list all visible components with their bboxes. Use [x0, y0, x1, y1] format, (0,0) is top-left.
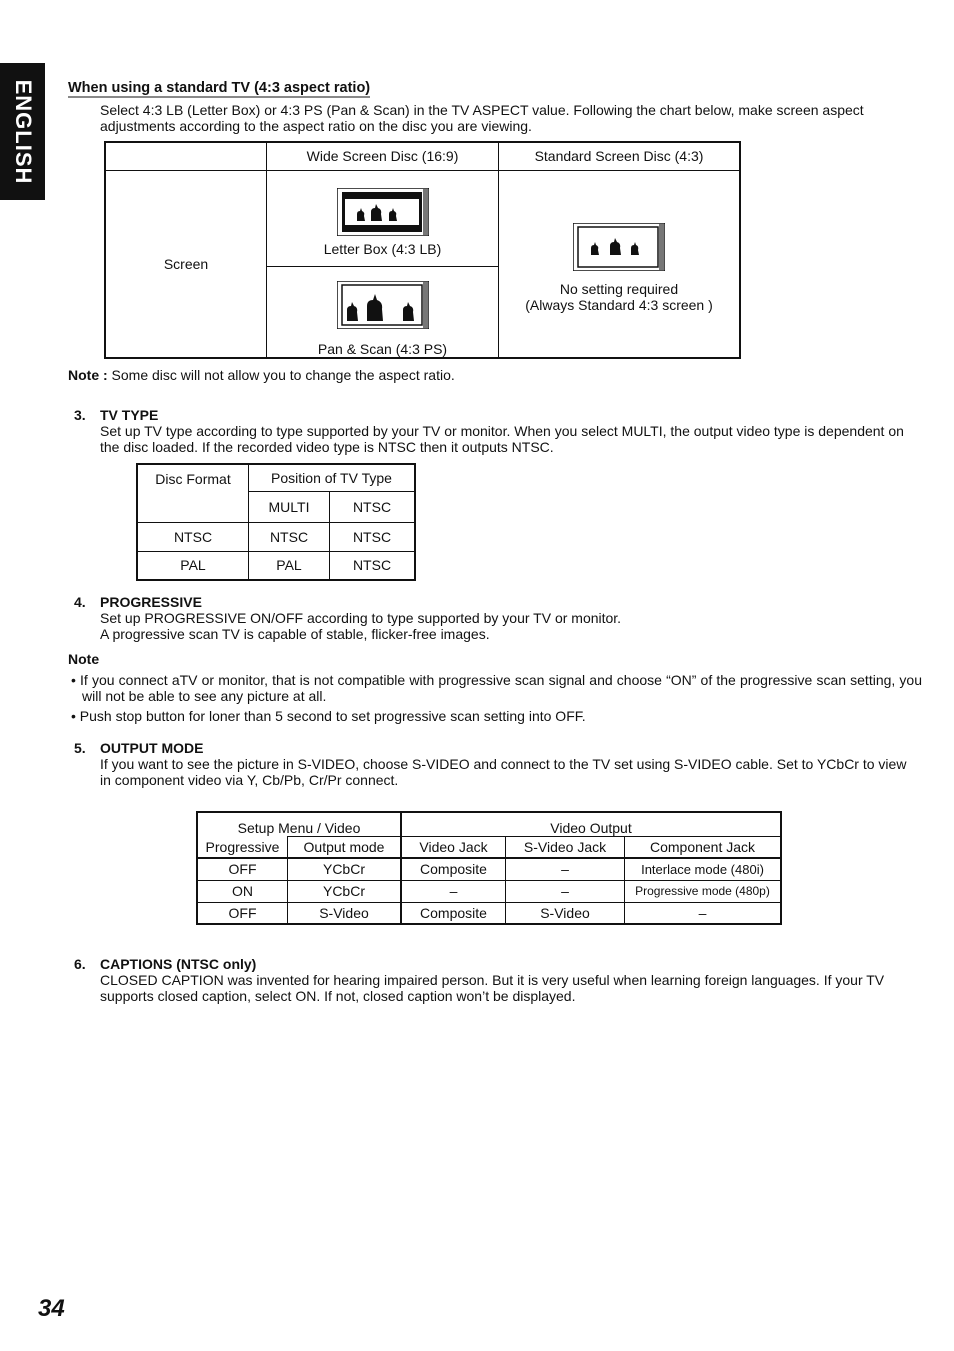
- out-table-cell: S-Video: [288, 902, 402, 924]
- aspect-table-corner: [105, 142, 267, 170]
- progressive-note-label: Note: [68, 651, 100, 667]
- aspect-note-label: Note :: [68, 367, 108, 383]
- language-tab-label: ENGLISH: [10, 79, 36, 184]
- letterbox-cell: [267, 170, 499, 266]
- tv-table-cell: NTSC: [137, 522, 249, 551]
- aspect-note: [68, 367, 455, 383]
- output-mode-title: OUTPUT MODE: [100, 740, 204, 756]
- page-number: 34: [38, 1295, 65, 1322]
- aspect-heading-text: When using a standard TV (4:3 aspect ratio): [68, 80, 371, 96]
- aspect-row-label: Screen: [105, 170, 267, 358]
- tv-table-h-ntsc: NTSC: [330, 491, 416, 522]
- tv-type-table: [136, 463, 416, 581]
- captions-number: 6.: [74, 956, 86, 972]
- out-table-h-setup: Setup Menu / Video: [197, 812, 401, 836]
- panscan-label: Pan & Scan (4:3 PS): [317, 340, 448, 357]
- aspect-intro: Select 4:3 LB (Letter Box) or 4:3 PS (Pan & Scan) in the TV ASPECT value. Following the chart below, make screen aspect adjustments according to the aspect ratio on the disc you are viewing.: [100, 102, 864, 134]
- out-table-cell: YCbCr: [288, 858, 402, 880]
- progressive-title: PROGRESSIVE: [100, 594, 202, 610]
- out-table-cell: –: [506, 880, 625, 902]
- output-mode-table: [196, 811, 782, 925]
- letterbox-tv-icon: [337, 188, 429, 236]
- tv-table-h-disc-format: Disc Format: [137, 464, 249, 522]
- tv-table-cell: PAL: [249, 551, 330, 580]
- out-table-cell: Composite: [401, 858, 506, 880]
- output-mode-number: 5.: [74, 740, 86, 756]
- standard-tv-icon: [573, 223, 665, 271]
- tv-table-cell: NTSC: [249, 522, 330, 551]
- captions-text: CLOSED CAPTION was invented for hearing impaired person. But it is very useful when learning foreign languages. If your TV supports closed caption, select ON. If not, closed caption won’t be displayed.: [100, 972, 885, 1004]
- out-table-cell: –: [401, 880, 506, 902]
- tv-type-title: TV TYPE: [100, 407, 159, 423]
- out-table-h-output-mode: Output mode: [288, 836, 402, 858]
- out-table-cell: OFF: [197, 858, 288, 880]
- tv-type-text: Set up TV type according to type supported by your TV or monitor. When you select MULTI, the output video type is dependent on the disc loaded. If the recorded video type is NTSC then it outputs NTSC.: [100, 423, 904, 455]
- tv-type-number: 3.: [74, 407, 86, 423]
- panscan-tv-icon: [337, 281, 429, 329]
- out-table-cell: S-Video: [506, 902, 625, 924]
- aspect-table: [104, 141, 741, 359]
- letterbox-label: Letter Box (4:3 LB): [323, 240, 442, 257]
- captions-title: CAPTIONS (NTSC only): [100, 956, 257, 972]
- out-table-cell: YCbCr: [288, 880, 402, 902]
- out-table-h-svideo-jack: S-Video Jack: [506, 836, 625, 858]
- standard-cell: [499, 170, 741, 358]
- progressive-bullet2: • Push stop button for loner than 5 second to set progressive scan setting into OFF.: [71, 708, 586, 724]
- out-table-cell: ON: [197, 880, 288, 902]
- no-setting-line1: No setting required: [559, 280, 679, 297]
- aspect-col-wide: Wide Screen Disc (16:9): [267, 142, 499, 170]
- tv-table-cell: NTSC: [330, 551, 416, 580]
- out-table-cell: –: [506, 858, 625, 880]
- tv-table-cell: NTSC: [330, 522, 416, 551]
- progressive-line2: A progressive scan TV is capable of stable, flicker-free images.: [100, 626, 490, 642]
- output-mode-text: If you want to see the picture in S-VIDEO, choose S-VIDEO and connect to the TV set using S-VIDEO cable. Set to YCbCr to view in component video via Y, Cb/Pb, Cr/Pr connect.: [100, 756, 907, 788]
- out-table-cell: Interlace mode (480i): [625, 858, 782, 880]
- no-setting-line2: (Always Standard 4:3 screen ): [525, 296, 713, 313]
- aspect-note-text: Some disc will not allow you to change the aspect ratio.: [107, 367, 455, 383]
- out-table-h-component: Component Jack: [625, 836, 782, 858]
- out-table-h-video-output: Video Output: [401, 812, 781, 836]
- out-table-h-progressive: Progressive: [197, 836, 288, 858]
- tv-table-h-multi: MULTI: [249, 491, 330, 522]
- progressive-line1: Set up PROGRESSIVE ON/OFF according to type supported by your TV or monitor.: [100, 610, 622, 626]
- tv-table-cell: PAL: [137, 551, 249, 580]
- out-table-cell: –: [625, 902, 782, 924]
- tv-table-h-position: Position of TV Type: [249, 464, 416, 491]
- out-table-cell: Progressive mode (480p): [625, 880, 782, 902]
- progressive-number: 4.: [74, 594, 86, 610]
- panscan-cell: [267, 266, 499, 358]
- language-tab: [0, 63, 45, 200]
- aspect-heading: [68, 79, 370, 96]
- out-table-cell: OFF: [197, 902, 288, 924]
- aspect-col-standard: Standard Screen Disc (4:3): [499, 142, 741, 170]
- out-table-h-video-jack: Video Jack: [401, 836, 506, 858]
- progressive-bullet1: • If you connect aTV or monitor, that is not compatible with progressive scan signal and choose “ON” of the progressive scan setting, you will not be able to see any picture at all.: [71, 672, 922, 704]
- out-table-cell: Composite: [401, 902, 506, 924]
